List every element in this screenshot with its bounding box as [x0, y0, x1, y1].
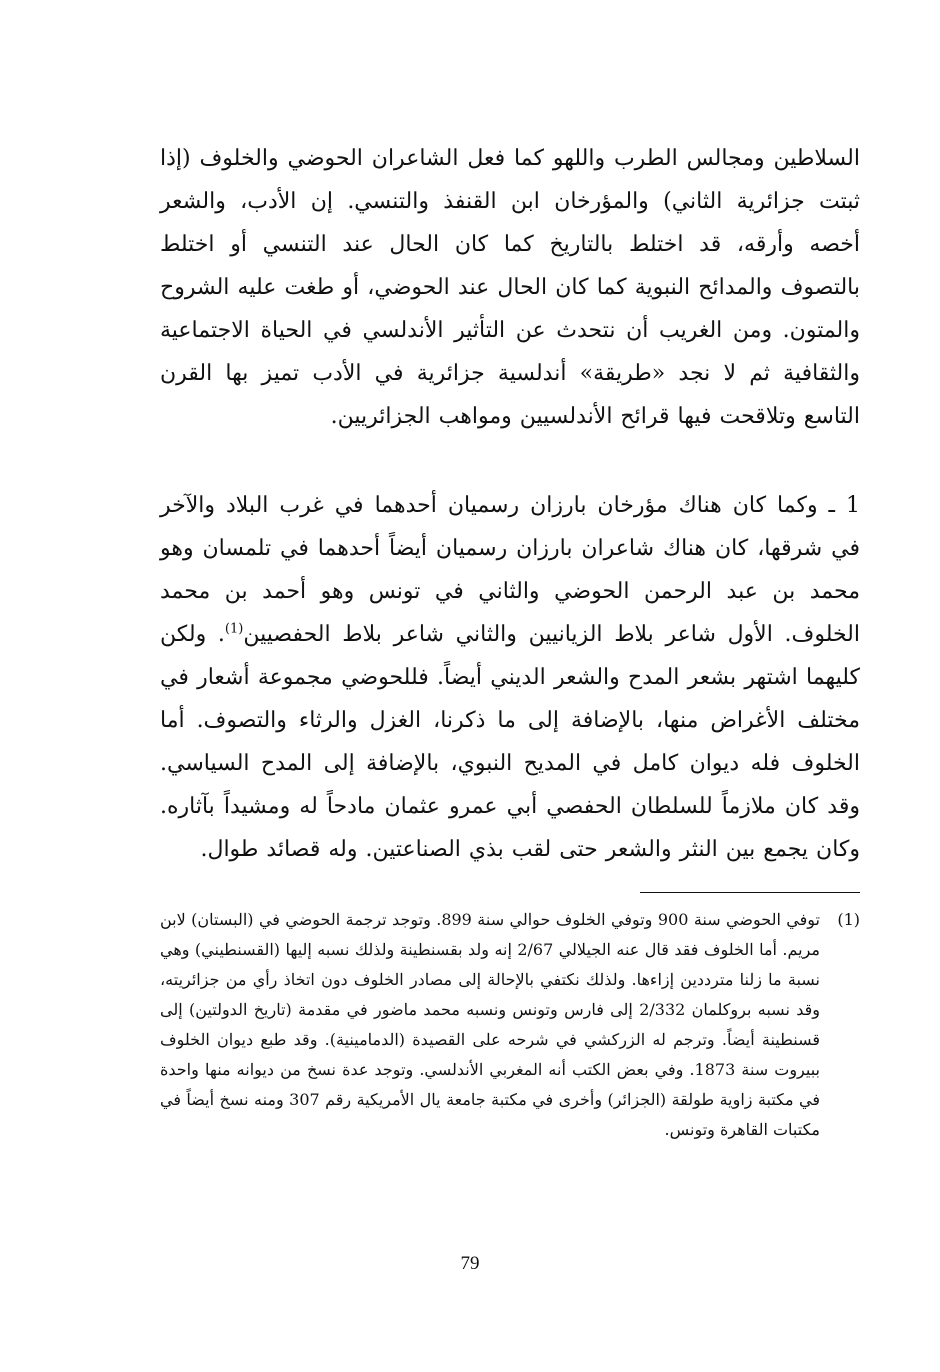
paragraph-poets [160, 484, 860, 871]
paragraph-poets-part-2: . ولكن كليهما اشتهر بشعر المدح والشعر الديني أيضاً. فللحوضي مجموعة أشعار في مختلف الأغراض منها، بالإضافة إلى ما ذكرنا، الغزل والرثاء والتصوف. أما الخلوف فله ديوان كامل في المديح النبوي، بالإضافة إلى المدح السياسي. وقد كان ملازماً للسلطان الحفصي أبي عمرو عثمان مادحاً له ومشيداً بآثاره. وكان يجمع بين النثر والشعر حتى لقب بذي الصناعتين. وله قصائد طوال. [160, 622, 860, 862]
footnote-divider [640, 892, 860, 893]
footnote-text: توفي الحوضي سنة 900 وتوفي الخلوف حوالي سنة 899. وتوجد ترجمة الحوضي في (البستان) لابن مريم. أما الخلوف فقد قال عنه الجيلالي 2/67 إنه ولد بقسنطينة ولذلك نسبه إليها (القسنطيني) وهي نسبة ما زلنا مترددين إزاءها. ولذلك نكتفي بالإحالة إلى مصادر الخلوف دون اتخاذ رأي من جزائريته، وقد نسبه بروكلمان 2/332 إلى فارس وتونس ونسبه محمد ماضور في مقدمة (تاريخ الدولتين) إلى قسنطينة أيضاً. وترجم له الزركشي في شرحه على القصيدة (الدمامينية). وقد طبع ديوان الخلوف ببيروت سنة 1873. وفي بعض الكتب أنه المغربي الأندلسي. وتوجد عدة نسخ من ديوانه منها واحدة في مكتبة زاوية طولقة (الجزائر) وأخرى في مكتبة جامعة يال الأمريكية رقم 307 ومنه نسخ أيضاً في مكتبات القاهرة وتونس. [160, 910, 821, 1139]
footnote-reference: (1) [224, 621, 244, 637]
footnote [160, 905, 860, 1145]
page-number: 79 [460, 1253, 480, 1274]
paragraph-intro: السلاطين ومجالس الطرب واللهو كما فعل الشاعران الحوضي والخلوف (إذا ثبتت جزائرية الثاني) والمؤرخان ابن القنفذ والتنسي. إن الأدب، والشعر أخصه وأرقه، قد اختلط بالتاريخ كما كان الحال عند التنسي أو اختلط بالتصوف والمدائح النبوية كما كان الحال عند الحوضي، أو طغت عليه الشروح والمتون. ومن الغريب أن نتحدث عن التأثير الأندلسي في الحياة الاجتماعية والثقافية ثم لا نجد «طريقة» أندلسية جزائرية في الأدب تميز بها القرن التاسع وتلاقحت فيها قرائح الأندلسيين ومواهب الجزائريين. [160, 146, 860, 429]
paragraph-poets-part-1: 1 ـ وكما كان هناك مؤرخان بارزان رسميان أحدهما في غرب البلاد والآخر في شرقها، كان هناك شاعران بارزان رسميان أيضاً أحدهما في تلمسان وهو محمد بن عبد الرحمن الحوضي والثاني في تونس وهو أحمد بن محمد الخلوف. الأول شاعر بلاط الزيانيين والثاني شاعر بلاط الحفصيين [160, 493, 860, 647]
footnote-marker: (1) [837, 910, 860, 929]
